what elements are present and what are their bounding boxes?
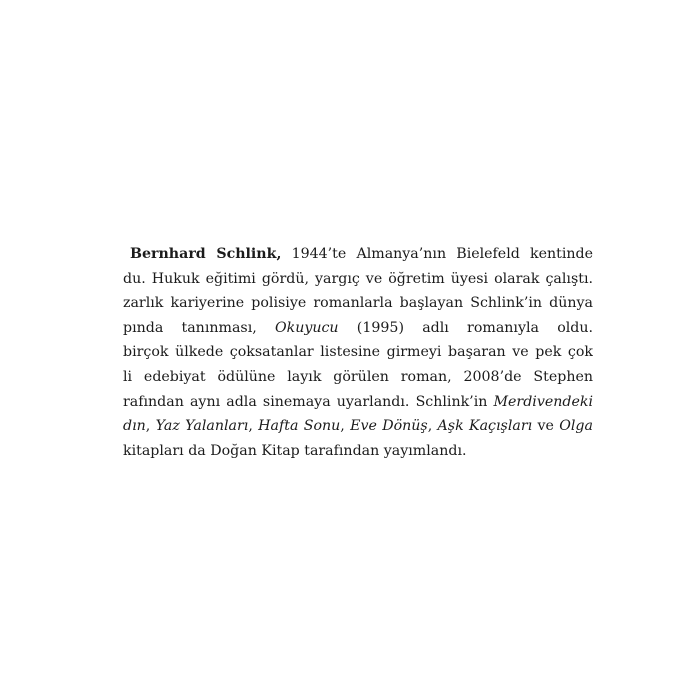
bio-text: , xyxy=(427,418,438,435)
bio-line-8 xyxy=(123,414,593,439)
bio-line-9 xyxy=(123,439,593,464)
bio-line-7 xyxy=(123,390,593,415)
book-title-olga: Olga xyxy=(559,418,593,435)
bio-text: 1944’te Almanya’nın Bielefeld kentinde xyxy=(291,246,593,262)
bio-text: rafından aynı adla sinemaya uyarlandı. Schlink’in xyxy=(123,393,494,410)
bio-line-6 xyxy=(123,365,593,390)
bio-text: , xyxy=(248,418,259,435)
bio-text: ve xyxy=(532,418,560,435)
bio-line-1 xyxy=(123,242,593,267)
book-title-ask-kacislari: Aşk Kaçışları xyxy=(437,418,533,435)
bio-text: du. Hukuk eğitimi gördü, yargıç ve öğretim üyesi olarak çalıştı. xyxy=(123,270,593,287)
author-biography xyxy=(123,242,593,463)
bio-line-3 xyxy=(123,291,593,316)
bio-text: , xyxy=(145,418,156,435)
bio-text: (1995) adlı romanıyla oldu. xyxy=(356,319,593,336)
book-title-merdivendeki-kadin-end: dın xyxy=(123,418,146,435)
book-title-yaz-yalanlari: Yaz Yalanları xyxy=(155,418,249,435)
book-title-merdivendeki-kadin: Merdivendeki xyxy=(493,393,593,410)
bio-text: birçok ülkede çoksatanlar listesine girmeyi başaran ve pek çok xyxy=(123,344,593,361)
bio-text: zarlık kariyerine polisiye romanlarla başlayan Schlink’in dünya xyxy=(123,295,593,312)
bio-text: , xyxy=(340,418,351,435)
book-title-hafta-sonu: Hafta Sonu xyxy=(258,418,341,435)
bio-text: li edebiyat ödülüne layık görülen roman, 2008’de Stephen xyxy=(123,368,593,385)
author-name: Bernhard Schlink, xyxy=(130,246,282,262)
book-title-okuyucu: Okuyucu xyxy=(274,319,339,336)
bio-text: kitapları da Doğan Kitap tarafından yayımlandı. xyxy=(123,442,467,459)
bio-line-4 xyxy=(123,316,593,341)
bio-line-5 xyxy=(123,340,593,365)
bio-text: pında tanınması, xyxy=(123,319,275,336)
book-title-eve-donus: Eve Dönüş xyxy=(350,418,428,435)
bio-line-2 xyxy=(123,267,593,292)
